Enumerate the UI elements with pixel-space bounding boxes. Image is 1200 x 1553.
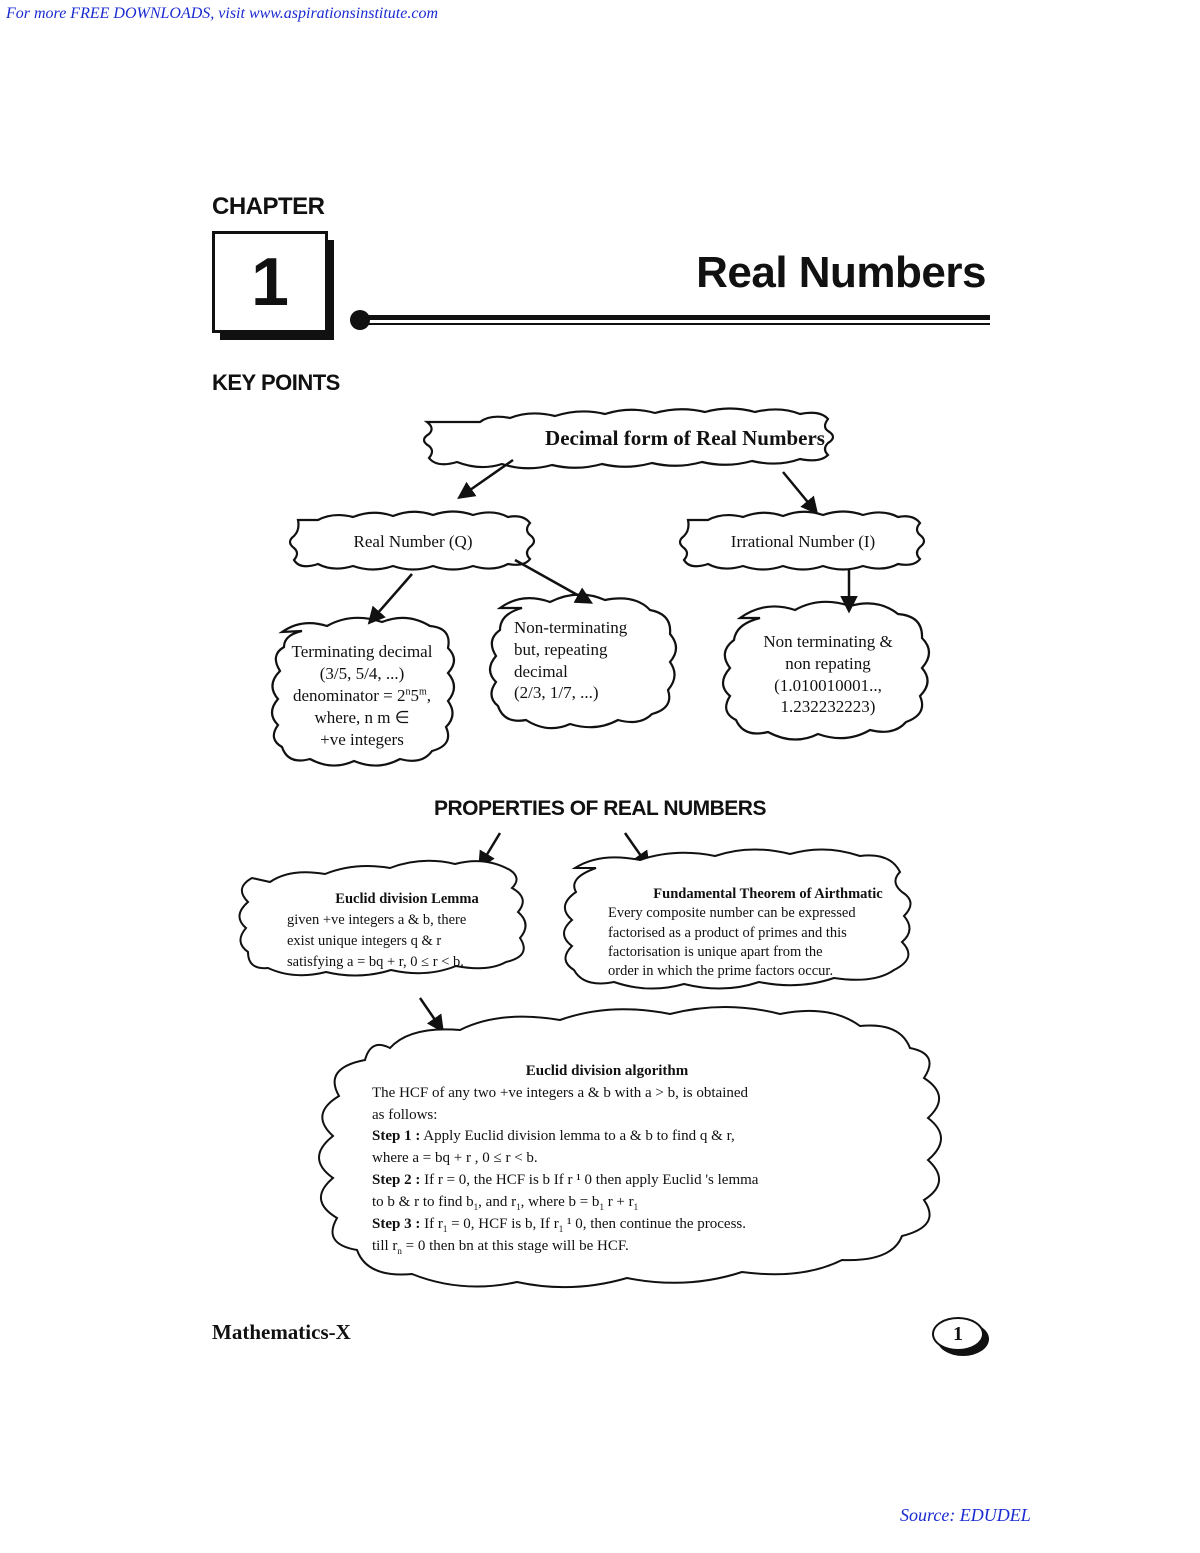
chapter-number: 1: [212, 231, 328, 333]
nonterm-repeat-line1: Non-terminating: [514, 618, 628, 637]
root-label: Decimal form of Real Numbers: [545, 426, 825, 450]
terminating-text: [272, 641, 452, 751]
lemma-line2: exist unique integers q & r: [287, 933, 442, 950]
chapter-title: Real Numbers: [696, 248, 986, 297]
algorithm-step2: Step 2 : If r = 0, the HCF is b If r ¹ 0 then apply Euclid 's lemma: [372, 1171, 759, 1188]
fta-line2: factorised as a product of primes and this: [608, 924, 847, 941]
terminating-line4: where, n m ∈: [314, 708, 410, 728]
algorithm-step3: Step 3 : If $r_1 = 0$, HCF is b, If $r_1$ ¹ 0, then continue the process.: [372, 1215, 747, 1234]
algorithm-step3-cont: till $r_n = 0$ then bn at this stage will be HCF.: [372, 1237, 629, 1256]
source-credit: Source: EDUDEL: [900, 1505, 1031, 1525]
arrow-lemma-to-algorithm: [420, 998, 442, 1030]
algorithm-text: [372, 1061, 842, 1258]
nonterm-repeat-text: [514, 617, 684, 704]
terminating-line5: +ve integers: [320, 730, 404, 750]
fta-text: [608, 885, 928, 981]
lemma-line3: satisfying a = bq + r, 0 ≤ r < b.: [287, 954, 464, 971]
title-rule: [350, 310, 990, 330]
chapter-label: CHAPTER: [212, 193, 325, 220]
rational-label: Real Number (Q): [353, 532, 473, 551]
nonterm-repeat-line4: (2/3, 1/7, ...): [514, 683, 599, 703]
key-points-heading: KEY POINTS: [212, 370, 340, 395]
algorithm-step2-cont: to b & r to find $b_1$, and $r_1$, where $b = b_1$ $r + r_1$: [372, 1193, 639, 1212]
lemma-text: [287, 889, 527, 973]
arrow-rational-to-repeating: [515, 560, 590, 602]
fta-line1: Every composite number can be expressed: [608, 905, 856, 922]
nonterm-repeat-line3: decimal: [514, 661, 568, 681]
arrow-root-to-irrational: [783, 472, 816, 512]
algorithm-step1-cont: where a = bq + r , 0 ≤ r < b.: [372, 1150, 538, 1166]
fta-line4: order in which the prime factors occur.: [608, 963, 834, 980]
lemma-line1: given +ve integers a & b, there: [287, 912, 467, 929]
nonterm-repeat-line2: but, repeating: [514, 639, 608, 659]
nonterm-nonrepeat-line2: non repating: [785, 653, 871, 673]
arrow-rational-to-terminating: [370, 574, 412, 622]
terminating-line3: denominator = $2^n5^m$,: [292, 686, 432, 706]
algorithm-step1: Step 1 : Apply Euclid division lemma to a & b to find q & r,: [372, 1128, 735, 1145]
algorithm-intro: The HCF of any two +ve integers a & b with a > b, is obtained: [372, 1084, 749, 1101]
nonterm-nonrepeat-line1: Non terminating &: [763, 632, 893, 651]
page-number: 1: [932, 1317, 984, 1351]
fta-title: Fundamental Theorem of Airthmatic: [653, 886, 883, 902]
footer-subject: Mathematics-X: [212, 1320, 351, 1344]
terminating-line2: (3/5, 5/4, ...): [319, 664, 405, 684]
irrational-label: Irrational Number (I): [730, 532, 876, 551]
algorithm-intro-cont: as follows:: [372, 1106, 438, 1123]
nonterm-nonrepeat-text: [728, 631, 928, 718]
lemma-title: Euclid division Lemma: [335, 891, 479, 907]
nonterm-nonrepeat-line4: 1.232232223): [780, 697, 876, 717]
terminating-line1: Terminating decimal: [291, 642, 433, 661]
properties-heading: PROPERTIES OF REAL NUMBERS: [434, 797, 766, 820]
algorithm-title: Euclid division algorithm: [525, 1063, 689, 1079]
fta-line3: factorisation is unique apart from the: [608, 943, 823, 960]
nonterm-nonrepeat-line3: (1.010010001..,: [774, 675, 882, 695]
promo-link[interactable]: For more FREE DOWNLOADS, visit www.aspirationsinstitute.com: [6, 5, 438, 22]
